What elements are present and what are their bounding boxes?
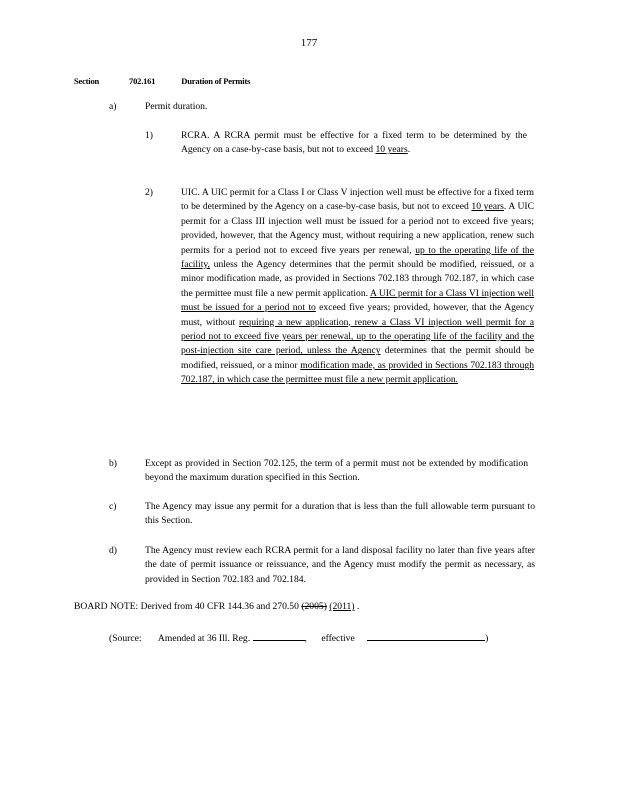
board-note: [74, 600, 359, 614]
subsection-c-text: The Agency may issue any permit for a duration that is less than the full allowable term pursuant to this Section.: [145, 501, 535, 527]
item-1-text-before: RCRA. A RCRA permit must be effective for a fixed term to be determined by the Agency on a case-by-case basis, but not to exceed: [181, 130, 527, 156]
item-1-text-after: .: [407, 144, 411, 156]
board-note-underlined: (2011): [329, 601, 355, 612]
item-2-underlined-2: up to the operating life of the facility,: [181, 244, 534, 271]
section-number: 702.161: [129, 76, 156, 86]
item-2-text-5: determines that the permit should be modified, reissued, or a minor: [181, 345, 534, 371]
section-title: Duration of Permits: [181, 76, 251, 86]
effective-date-blank: [367, 630, 485, 641]
subsection-d-label: d): [109, 545, 117, 556]
board-note-struck: (2005): [301, 601, 327, 612]
subsection-d-text: The Agency must review each RCRA permit for a land disposal facility no later than five years after the date of permit issuance or reissuance, and the Agency must modify the permit as necessary, as provided in Section 702.183 and 702.184.: [145, 545, 535, 585]
source-comma: ,: [304, 633, 307, 644]
item-2-underlined-5: modification made, as provided in Sections 702.183 through 702.187, in which case the permittee must file a new permit application.: [181, 359, 534, 386]
subsection-a-label: a): [109, 101, 117, 112]
item-2-text-2: . A UIC permit for a Class III injection well must be issued for a period not to exceed five years; provided, however, that the Agency must, without requiring a new application, renew such permits for a period not to exceed five years per renewal,: [181, 201, 534, 256]
page-number: 177: [300, 37, 318, 49]
section-heading: [74, 74, 250, 88]
item-2-label: 2): [145, 187, 153, 198]
item-2-underlined-1: 10 years: [471, 201, 504, 213]
item-2-text-3: unless the Agency determines that the permit should be modified, reissued, or a minor modification made, as provided in Sections 702.183 through 702.187, in which case the permittee must file a new permit application.: [181, 259, 534, 299]
subsection-c-label: c): [109, 501, 117, 512]
source-close: ): [485, 633, 489, 644]
item-2-text-4: exceed five years; provided, however, that the Agency must, without: [181, 302, 534, 328]
item-1-label: 1): [145, 130, 153, 141]
subsection-b-text: Except as provided in Section 702.125, the term of a permit must not be extended by modification beyond the maximum duration specified in this Section.: [145, 458, 528, 484]
source-effective: effective: [321, 633, 355, 644]
item-1-text: [181, 129, 527, 158]
source-line: [109, 630, 488, 646]
source-amended: Amended at 36 Ill. Reg.: [157, 633, 251, 644]
source-label: (Source:: [109, 633, 142, 644]
register-blank: [253, 630, 305, 641]
section-label: Section: [74, 76, 100, 86]
item-1-underlined: 10 years: [375, 144, 408, 156]
item-2-text: [181, 186, 534, 388]
subsection-a-heading: Permit duration.: [145, 101, 208, 112]
item-2-underlined-4: requiring a new application, renew a Class VI injection well permit for a period not to exceed five years per renewal, up to the operating life of the facility and the post-injection site care period, unless the Agency: [181, 316, 535, 357]
board-note-end: .: [356, 601, 360, 612]
board-note-text: BOARD NOTE: Derived from 40 CFR 144.36 and 270.50: [74, 601, 302, 612]
item-2-text-1: UIC. A UIC permit for a Class I or Class V injection well must be effective for a fixed term to be determined by the Agency on a case-by-case basis, but not to exceed: [181, 187, 534, 213]
item-2-underlined-3: A UIC permit for a Class VI injection well must be issued for a period not to: [181, 287, 534, 314]
subsection-b-label: b): [109, 458, 117, 469]
